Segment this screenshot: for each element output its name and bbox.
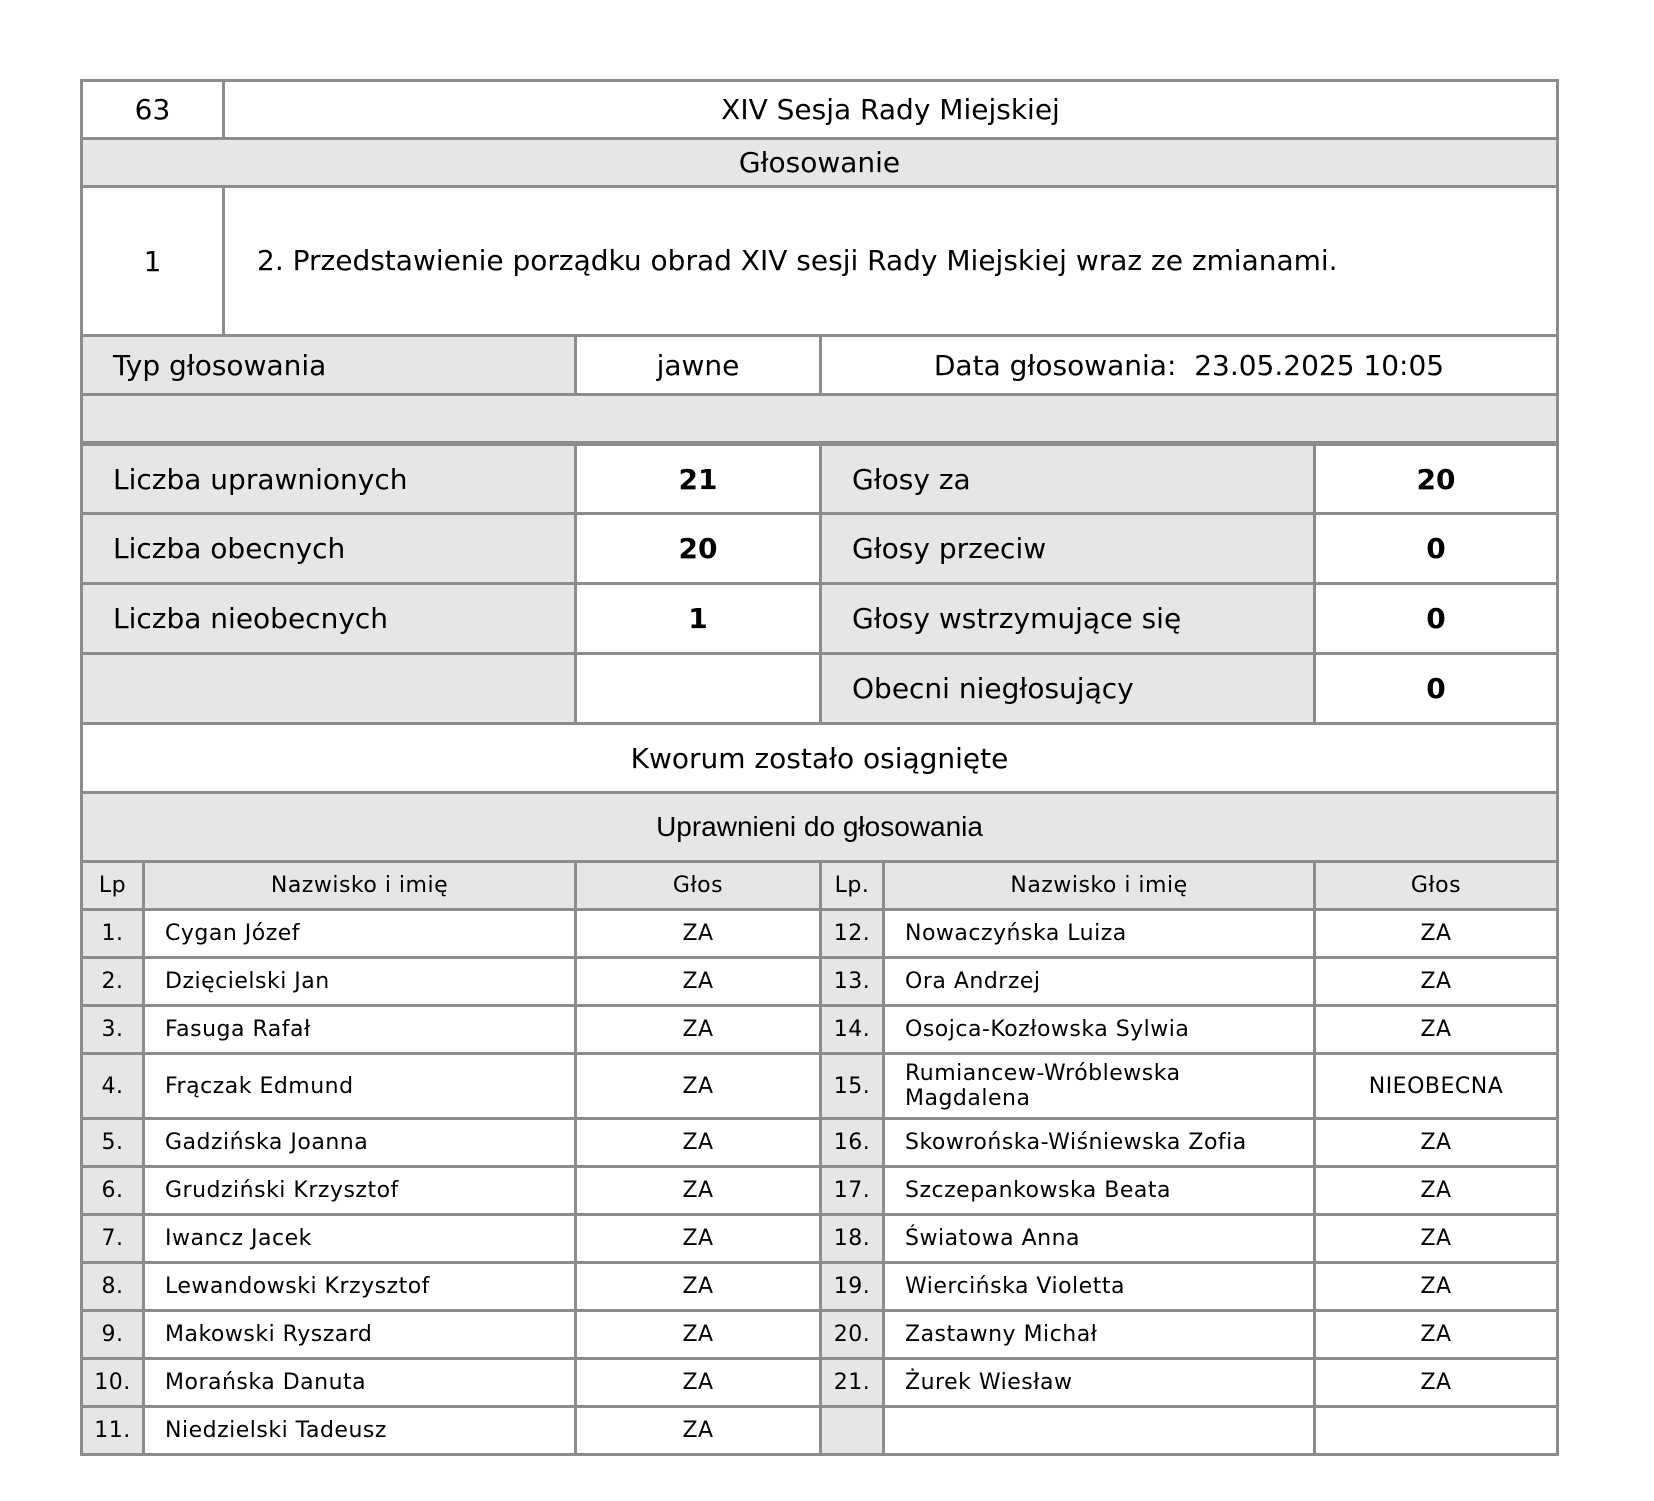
voter-vote: ZA — [576, 1263, 821, 1311]
voter-vote: ZA — [1315, 1359, 1558, 1407]
eligible-list-title: Uprawnieni do głosowania — [82, 793, 1558, 862]
table-row — [82, 1359, 1558, 1407]
voter-name: Niedzielski Tadeusz — [144, 1407, 576, 1455]
voter-name: Morańska Danuta — [144, 1359, 576, 1407]
not-voting-value: 0 — [1315, 654, 1558, 724]
vote-meta-table — [80, 334, 1559, 444]
vote-type-value: jawne — [576, 336, 821, 395]
col-header-vote-right: Głos — [1315, 862, 1558, 910]
voter-lp: 14. — [821, 1006, 884, 1054]
voter-lp: 17. — [821, 1167, 884, 1215]
absent-label: Liczba nieobecnych — [82, 584, 576, 654]
voter-name: Rumiancew-Wróblewska Magdalena — [884, 1054, 1315, 1119]
voter-name: Nowaczyńska Luiza — [884, 910, 1315, 958]
voter-vote: ZA — [576, 1407, 821, 1455]
col-header-vote-left: Głos — [576, 862, 821, 910]
item-title: 2. Przedstawienie porządku obrad XIV sesji Rady Miejskiej wraz ze zmianami. — [224, 187, 1558, 336]
voter-lp: 6. — [82, 1167, 144, 1215]
eligible-label: Liczba uprawnionych — [82, 445, 576, 514]
voter-lp: 20. — [821, 1311, 884, 1359]
voter-vote: NIEOBECNA — [1315, 1054, 1558, 1119]
voter-vote: ZA — [576, 1167, 821, 1215]
table-row — [82, 1167, 1558, 1215]
table-row — [82, 1407, 1558, 1455]
voter-name — [884, 1407, 1315, 1455]
abstain-value: 0 — [1315, 584, 1558, 654]
voter-lp: 3. — [82, 1006, 144, 1054]
voter-lp: 16. — [821, 1119, 884, 1167]
voter-name: Fasuga Rafał — [144, 1006, 576, 1054]
voter-lp: 15. — [821, 1054, 884, 1119]
voter-lp: 1. — [82, 910, 144, 958]
voter-lp: 5. — [82, 1119, 144, 1167]
session-header-table — [80, 79, 1559, 337]
voter-lp: 4. — [82, 1054, 144, 1119]
vote-date-label: Data głosowania: — [933, 348, 1177, 382]
voter-lp: 10. — [82, 1359, 144, 1407]
voter-vote: ZA — [576, 1006, 821, 1054]
vote-date-value: 23.05.2025 10:05 — [1194, 348, 1445, 382]
voter-lp — [821, 1407, 884, 1455]
empty-value-cell — [576, 654, 821, 724]
voter-name: Osojca-Kozłowska Sylwia — [884, 1006, 1315, 1054]
vote-type-label: Typ głosowania — [82, 336, 576, 395]
absent-value: 1 — [576, 584, 821, 654]
voter-name: Ora Andrzej — [884, 958, 1315, 1006]
voter-vote: ZA — [1315, 1167, 1558, 1215]
col-header-name-left: Nazwisko i imię — [144, 862, 576, 910]
table-row — [82, 1006, 1558, 1054]
voter-vote: ZA — [576, 958, 821, 1006]
voter-vote: ZA — [1315, 958, 1558, 1006]
voter-vote: ZA — [576, 1215, 821, 1263]
voter-vote: ZA — [1315, 1119, 1558, 1167]
voter-lp: 9. — [82, 1311, 144, 1359]
section-title: Głosowanie — [82, 139, 1558, 187]
voter-lp: 2. — [82, 958, 144, 1006]
voter-list-body — [82, 910, 1558, 1455]
spacer-row — [82, 395, 1558, 443]
table-row — [82, 1215, 1558, 1263]
present-value: 20 — [576, 514, 821, 584]
voter-name: Iwancz Jacek — [144, 1215, 576, 1263]
voter-name: Grudziński Krzysztof — [144, 1167, 576, 1215]
table-row — [82, 910, 1558, 958]
voter-name: Makowski Ryszard — [144, 1311, 576, 1359]
table-row — [82, 1263, 1558, 1311]
col-header-lp-right: Lp. — [821, 862, 884, 910]
votes-against-label: Głosy przeciw — [821, 514, 1315, 584]
quorum-status: Kworum zostało osiągnięte — [82, 724, 1558, 793]
voter-vote: ZA — [1315, 1006, 1558, 1054]
voter-name: Żurek Wiesław — [884, 1359, 1315, 1407]
voter-lp: 13. — [821, 958, 884, 1006]
item-number: 1 — [82, 187, 224, 336]
voter-lp: 8. — [82, 1263, 144, 1311]
table-row — [82, 1311, 1558, 1359]
voter-lp: 18. — [821, 1215, 884, 1263]
col-header-lp-left: Lp — [82, 862, 144, 910]
voter-vote: ZA — [1315, 1215, 1558, 1263]
voter-vote: ZA — [576, 1311, 821, 1359]
table-row — [82, 958, 1558, 1006]
voter-lp: 19. — [821, 1263, 884, 1311]
present-label: Liczba obecnych — [82, 514, 576, 584]
voter-name: Frączak Edmund — [144, 1054, 576, 1119]
voter-name: Światowa Anna — [884, 1215, 1315, 1263]
voter-name: Wiercińska Violetta — [884, 1263, 1315, 1311]
vote-stats-table — [80, 443, 1559, 863]
voter-vote: ZA — [1315, 1311, 1558, 1359]
voter-name: Skowrońska-Wiśniewska Zofia — [884, 1119, 1315, 1167]
voter-lp: 7. — [82, 1215, 144, 1263]
voter-name: Zastawny Michał — [884, 1311, 1315, 1359]
empty-label-cell — [82, 654, 576, 724]
voter-vote: ZA — [576, 1119, 821, 1167]
voter-name: Cygan Józef — [144, 910, 576, 958]
vote-date — [821, 336, 1558, 395]
not-voting-label: Obecni niegłosujący — [821, 654, 1315, 724]
table-row — [82, 1119, 1558, 1167]
session-number: 63 — [82, 81, 224, 139]
votes-for-value: 20 — [1315, 445, 1558, 514]
votes-against-value: 0 — [1315, 514, 1558, 584]
votes-for-label: Głosy za — [821, 445, 1315, 514]
voter-vote — [1315, 1407, 1558, 1455]
eligible-value: 21 — [576, 445, 821, 514]
table-row — [82, 1054, 1558, 1119]
voter-name: Dzięcielski Jan — [144, 958, 576, 1006]
session-title: XIV Sesja Rady Miejskiej — [224, 81, 1558, 139]
voter-lp: 12. — [821, 910, 884, 958]
voter-lp: 11. — [82, 1407, 144, 1455]
col-header-name-right: Nazwisko i imię — [884, 862, 1315, 910]
voter-vote: ZA — [576, 910, 821, 958]
voter-lp: 21. — [821, 1359, 884, 1407]
abstain-label: Głosy wstrzymujące się — [821, 584, 1315, 654]
voter-name: Gadzińska Joanna — [144, 1119, 576, 1167]
voter-vote: ZA — [1315, 1263, 1558, 1311]
voter-list-table — [80, 860, 1559, 1456]
voter-vote: ZA — [576, 1359, 821, 1407]
voter-vote: ZA — [576, 1054, 821, 1119]
voter-vote: ZA — [1315, 910, 1558, 958]
voter-name: Szczepankowska Beata — [884, 1167, 1315, 1215]
voter-name: Lewandowski Krzysztof — [144, 1263, 576, 1311]
